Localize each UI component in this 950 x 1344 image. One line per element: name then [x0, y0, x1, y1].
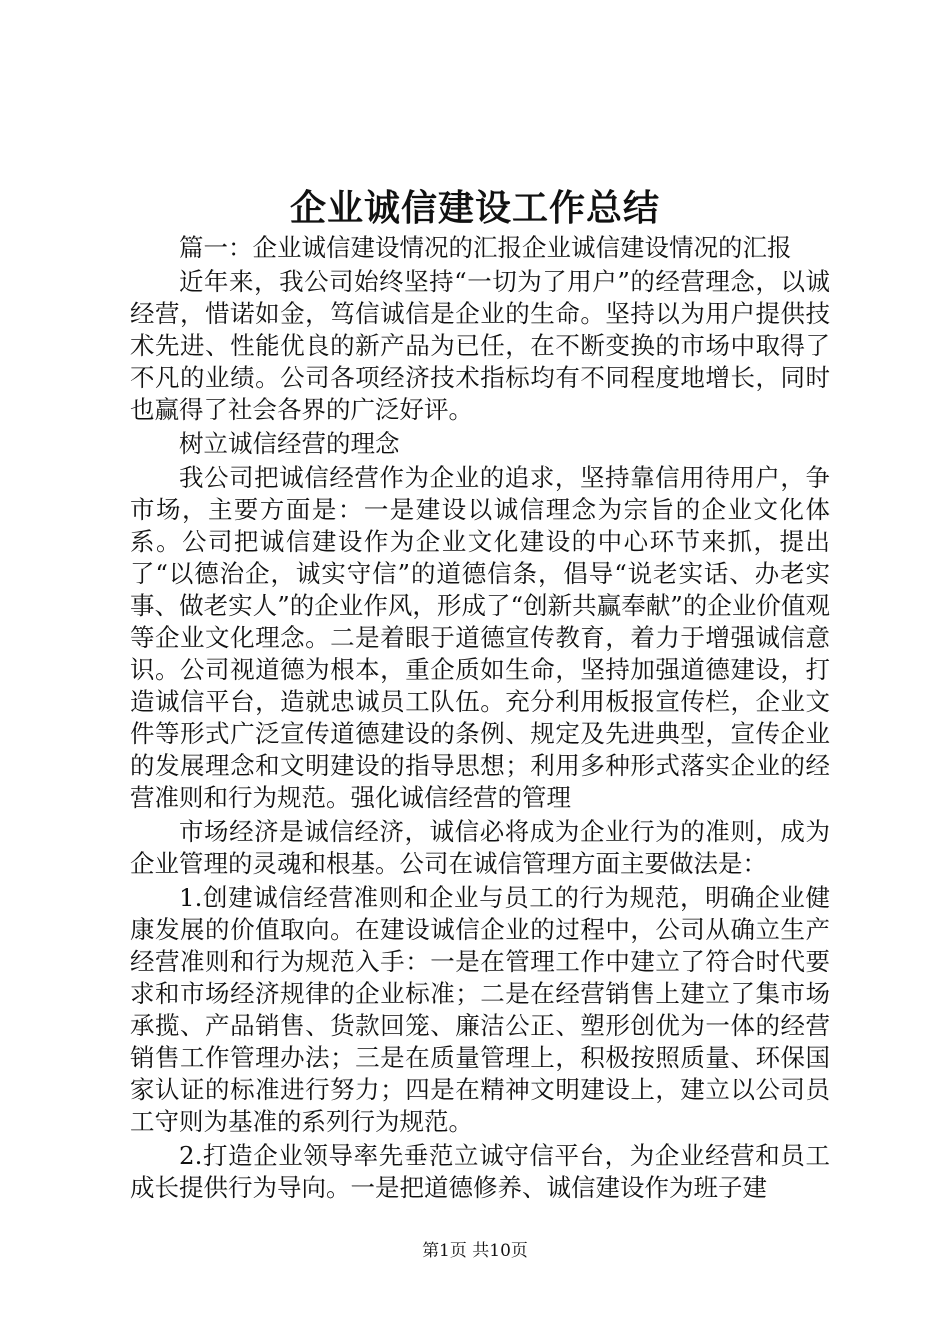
paragraph: 2.打造企业领导率先垂范立诚守信平台，为企业经营和员工成长提供行为导向。一是把道德修养、诚信建设作为班子建 [130, 1141, 830, 1202]
paragraph: 1.创建诚信经营准则和企业与员工的行为规范，明确企业健康发展的价值取向。在建设诚信企业的过程中，公司从确立生产经营准则和行为规范入手：一是在管理工作中建立了符合时代要求和市场经济规律的企业标准；二是在经营销售上建立了集市场承揽、产品销售、货款回笼、廉洁公正、塑形创优为一体的经营销售工作管理办法；三是在质量管理上，积极按照质量、环保国家认证的标准进行努力；四是在精神文明建设上，建立以公司员工守则为基准的系列行为规范。 [130, 883, 830, 1136]
document-title: 企业诚信建设工作总结 [289, 187, 660, 229]
paragraph: 市场经济是诚信经济，诚信必将成为企业行为的准则，成为企业管理的灵魂和根基。公司在诚信管理方面主要做法是： [130, 817, 830, 878]
paragraph: 篇一：企业诚信建设情况的汇报企业诚信建设情况的汇报 [179, 233, 792, 262]
page-number-footer: 第1页 共10页 [422, 1241, 528, 1261]
paragraph: 我公司把诚信经营作为企业的追求，坚持靠信用待用户，争市场，主要方面是：一是建设以诚信理念为宗旨的企业文化体系。公司把诚信建设作为企业文化建设的中心环节来抓，提出了“以德治企，诚实守信”的道德信条，倡导“说老实话、办老实事、做老实人”的企业作风，形成了“创新共赢奉献”的企业价值观等企业文化理念。二是着眼于道德宣传教育，着力于增强诚信意识。公司视道德为根本，重企质如生命，坚持加强道德建设，打造诚信平台，造就忠诚员工队伍。充分利用板报宣传栏，企业文件等形式广泛宣传道德建设的条例、规定及先进典型，宣传企业的发展理念和文明建设的指导思想；利用多种形式落实企业的经营准则和行为规范。强化诚信经营的管理 [130, 463, 830, 812]
document-body [130, 232, 830, 1206]
paragraph: 近年来，我公司始终坚持“一切为了用户”的经营理念，以诚经营，惜诺如金，笃信诚信是企业的生命。坚持以为用户提供技术先进、性能优良的新产品为已任，在不断变换的市场中取得了不凡的业绩。公司各项经济技术指标均有不同程度地增长，同时也赢得了社会各界的广泛好评。 [130, 267, 830, 424]
section-heading: 树立诚信经营的理念 [179, 429, 400, 458]
